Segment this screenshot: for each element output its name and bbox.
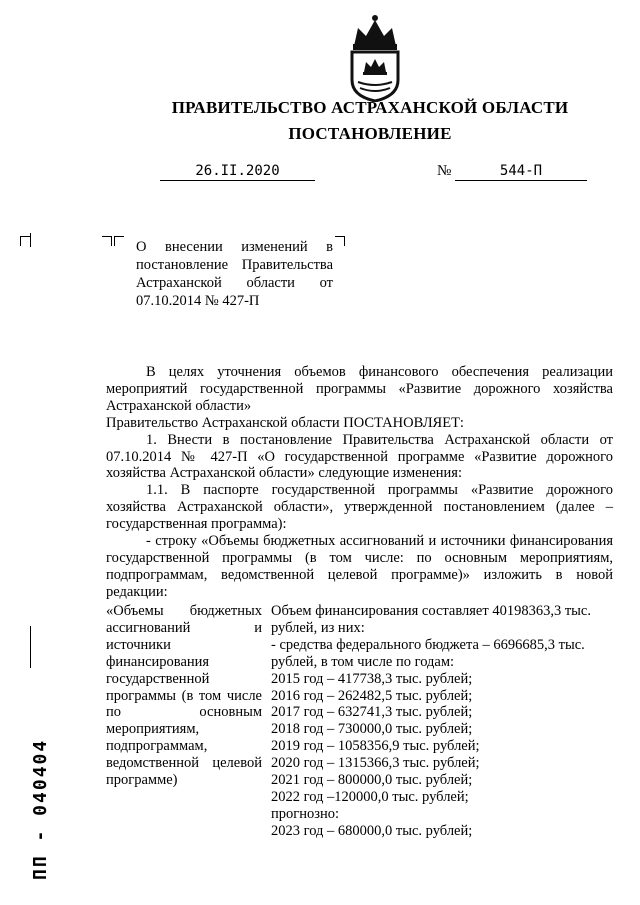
financing-line: 2023 год – 680000,0 тыс. рублей; — [271, 822, 473, 839]
coat-of-arms-icon — [346, 14, 404, 102]
financing-line: 2017 год – 632741,3 тыс. рублей; — [271, 704, 473, 721]
body-paragraph: Правительство Астраханской области ПОСТАНОВЛЯЕТ: — [106, 414, 464, 431]
body-paragraph: 1. Внести в постановление Правительства Астраханской области от 07.10.2014 № 427-П «О государственной программе «Развитие дорожного хозяйства Астраханской области» следующие изменения: — [106, 431, 613, 482]
financing-line: рублей, из них: — [271, 619, 365, 636]
document-subject — [136, 238, 333, 310]
subject-line: Астраханской области от — [136, 275, 333, 291]
financing-table-values — [271, 603, 613, 840]
margin-mark — [30, 626, 31, 668]
corner-mark-left-outer — [20, 236, 30, 246]
subject-line: 07.10.2014 № 427-П — [136, 293, 260, 309]
financing-line: Объем финансирования составляет 40198363,3 тыс. — [271, 603, 591, 619]
financing-line: 2019 год – 1058356,9 тыс. рублей; — [271, 738, 480, 755]
document-type-title: ПОСТАНОВЛЕНИЕ — [288, 124, 452, 143]
financing-line: 2022 год –120000,0 тыс. рублей; — [271, 788, 469, 805]
corner-mark-subject-right — [335, 236, 345, 246]
document-body — [106, 364, 613, 601]
financing-line: прогнозно: — [271, 805, 339, 822]
government-title: ПРАВИТЕЛЬСТВО АСТРАХАНСКОЙ ОБЛАСТИ — [171, 98, 569, 117]
body-paragraph: - строку «Объемы бюджетных ассигнований и источники финансирования государственной программы (в том числе: по основным мероприятиям, подпрограммам, ведомственной целевой программе)» изложить в новой редакции: — [106, 533, 613, 600]
financing-line: 2015 год – 417738,3 тыс. рублей; — [271, 670, 473, 687]
financing-line: 2020 год – 1315366,3 тыс. рублей; — [271, 755, 480, 772]
margin-mark — [30, 233, 31, 247]
financing-line: рублей, в том числе по годам: — [271, 653, 455, 670]
corner-mark-subject-left2 — [114, 236, 124, 246]
document-number: 544-П — [455, 163, 587, 181]
number-sign: № — [437, 163, 452, 179]
body-paragraph: 1.1. В паспорте государственной программы «Развитие дорожного хозяйства Астраханской области», утвержденной постановлением (далее – государственная программа): — [106, 482, 613, 533]
form-serial-number: ПП - 040404 — [30, 738, 51, 880]
financing-line: 2018 год – 730000,0 тыс. рублей; — [271, 721, 473, 738]
financing-line: 2021 год – 800000,0 тыс. рублей; — [271, 772, 473, 789]
financing-line: 2016 год – 262482,5 тыс. рублей; — [271, 687, 473, 704]
corner-mark-subject-left — [102, 236, 112, 246]
document-date: 26.II.2020 — [160, 163, 315, 181]
financing-table-label: «Объемы бюджетных ассигнований и источники финансирования государственной программы (в том числе по основным мероприятиям, подпрограммам, ведомственной целевой программе) — [106, 603, 262, 789]
body-paragraph: В целях уточнения объемов финансового обеспечения реализации мероприятий государственной программы «Развитие дорожного хозяйства Астраханской области» — [106, 364, 613, 414]
financing-line: - средства федерального бюджета – 6696685,3 тыс. — [271, 636, 585, 653]
subject-line: О внесении изменений в — [136, 239, 333, 255]
subject-line: постановление Правительства — [136, 257, 333, 273]
